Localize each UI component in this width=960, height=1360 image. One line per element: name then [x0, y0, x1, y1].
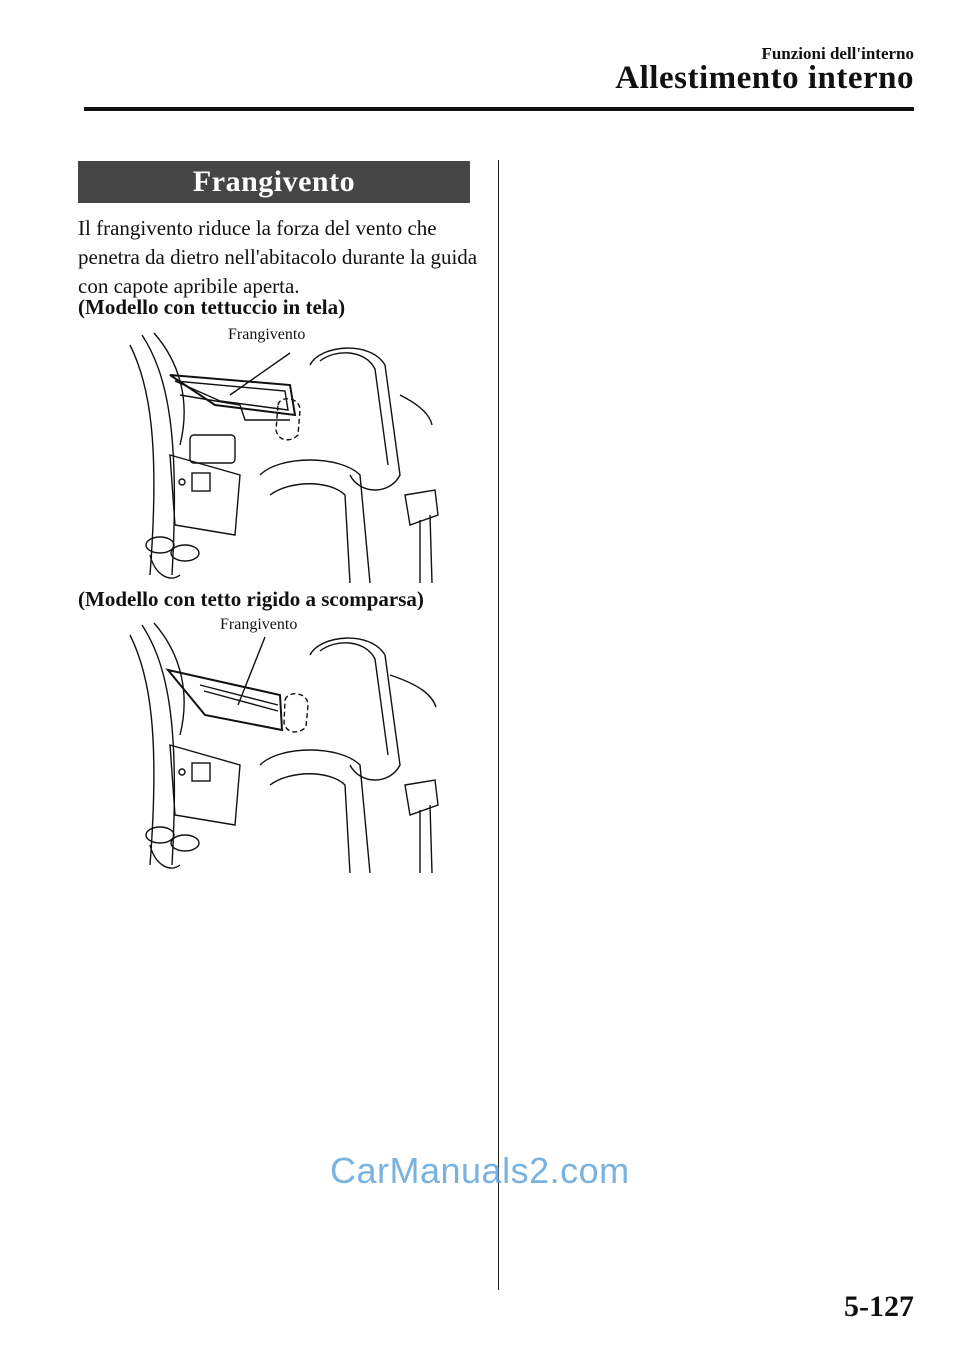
column-divider: [498, 160, 499, 1290]
section-title: Frangivento: [78, 161, 470, 203]
figure1-illustration: [120, 325, 440, 583]
chapter-title: Funzioni dell'interno: [761, 44, 914, 63]
figure2-label: Frangivento: [220, 616, 298, 633]
intro-paragraph: Il frangivento riduce la forza del vento che penetra da dietro nell'abitacolo durante la guida con capote apribile aperta.: [78, 216, 478, 298]
header-rule: [84, 107, 914, 111]
figure1-caption: (Modello con tettuccio in tela): [78, 295, 346, 319]
figure2-caption: (Modello con tetto rigido a scomparsa): [78, 587, 424, 611]
page-number: 5-127: [844, 1290, 914, 1323]
watermark: CarManuals2.com: [330, 1150, 630, 1191]
figure2-illustration: [120, 615, 440, 873]
section-header: Allestimento interno: [615, 60, 914, 96]
figure1-label: Frangivento: [228, 326, 306, 343]
